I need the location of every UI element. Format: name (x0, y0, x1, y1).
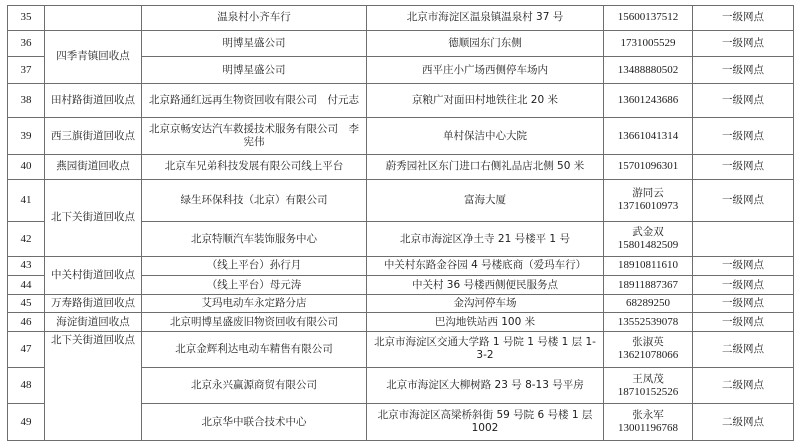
area-cell: 西三旗街道回收点 (45, 118, 142, 154)
row-number: 41 (8, 179, 45, 222)
address-cell: 北京市海淀区温泉镇温泉村 37 号 (367, 6, 604, 31)
contact-name: 游同云 (632, 187, 664, 200)
org-cell: 北京明博星盛废旧物资回收有限公司 (142, 313, 367, 331)
area-cell: 海淀街道回收点 (45, 313, 142, 331)
address-cell: 北京市海淀区高梁桥斜街 59 号院 6 号楼 1 层 1002 (367, 404, 604, 441)
level-cell: 一级网点 (693, 295, 794, 313)
org-cell: 明博星盛公司 (142, 57, 367, 84)
contact-phone: 13001196768 (617, 422, 679, 435)
address-cell: 北京市海淀区交通大学路 1 号院 1 号楼 1 层 1-3-2 (367, 331, 604, 367)
org-cell: 绿生环保科技（北京）有限公司 (142, 179, 367, 222)
contact-name: 武金双 (632, 226, 664, 239)
org-cell: 北京永兴赢源商贸有限公司 (142, 368, 367, 404)
level-cell: 一级网点 (693, 154, 794, 179)
area-cell (45, 6, 142, 31)
phone-cell: 68289250 (604, 295, 693, 313)
address-cell: 京粮广对面田村地铁往北 20 米 (367, 84, 604, 118)
level-cell: 一级网点 (693, 275, 794, 294)
address-cell: 金沟河停车场 (367, 295, 604, 313)
row-number: 49 (8, 404, 45, 441)
org-cell: 艾玛电动车永定路分店 (142, 295, 367, 313)
table-row (8, 118, 794, 154)
row-number: 39 (8, 118, 45, 154)
address-cell: 中关村东路金谷园 4 号楼底商（爱玛车行） (367, 256, 604, 275)
row-number: 42 (8, 222, 45, 256)
table-row (8, 295, 794, 313)
phone-cell: 13552539078 (604, 313, 693, 331)
org-cell: 北京京畅安达汽车救援技术服务有限公司 李宪伟 (142, 118, 367, 154)
phone-cell: 13601243686 (604, 84, 693, 118)
row-number: 37 (8, 57, 45, 84)
org-cell: 北京华中联合技术中心 (142, 404, 367, 441)
table-row (8, 6, 794, 31)
level-cell (693, 222, 794, 256)
phone-cell: 15701096301 (604, 154, 693, 179)
phone-cell: 13488880502 (604, 57, 693, 84)
level-cell: 一级网点 (693, 256, 794, 275)
row-number: 44 (8, 275, 45, 294)
row-number: 48 (8, 368, 45, 404)
table-row (8, 313, 794, 331)
address-cell: 中关村 36 号楼西侧便民服务点 (367, 275, 604, 294)
row-number: 46 (8, 313, 45, 331)
phone-cell: 1731005529 (604, 30, 693, 57)
row-number: 36 (8, 30, 45, 57)
level-cell: 一级网点 (693, 118, 794, 154)
contact-phone: 15801482509 (617, 239, 679, 252)
table-row (8, 154, 794, 179)
row-number: 47 (8, 331, 45, 367)
address-cell: 富海大厦 (367, 179, 604, 222)
contact-cell (604, 222, 693, 256)
address-cell: 北京市海淀区净土寺 21 号楼平 1 号 (367, 222, 604, 256)
address-cell: 蔚秀园社区东门进口右侧礼品店北侧 50 米 (367, 154, 604, 179)
address-cell: 西平庄小广场西侧停车场内 (367, 57, 604, 84)
contact-cell (604, 179, 693, 222)
org-cell: 北京金辉利达电动车精售有限公司 (142, 331, 367, 367)
level-cell: 一级网点 (693, 179, 794, 222)
area-cell: 燕园街道回收点 (45, 154, 142, 179)
contact-name: 张淑英 (632, 336, 664, 349)
row-number: 45 (8, 295, 45, 313)
phone-cell: 13661041314 (604, 118, 693, 154)
org-cell: 温泉村小齐车行 (142, 6, 367, 31)
phone-cell: 18910811610 (604, 256, 693, 275)
contact-phone: 18710152526 (617, 385, 679, 398)
org-cell: 北京路通红远再生物资回收有限公司 付元志 (142, 84, 367, 118)
table-row (8, 331, 794, 367)
level-cell: 二级网点 (693, 404, 794, 441)
area-cell: 中关村街道回收点 (45, 256, 142, 295)
phone-cell: 15600137512 (604, 6, 693, 31)
area-cell: 北下关街道回收点 (45, 331, 142, 440)
address-cell: 单村保洁中心大院 (367, 118, 604, 154)
row-number: 43 (8, 256, 45, 275)
level-cell: 一级网点 (693, 57, 794, 84)
area-cell: 万寿路街道回收点 (45, 295, 142, 313)
table-row (8, 30, 794, 57)
org-cell: （线上平台）孙行月 (142, 256, 367, 275)
contact-phone: 13716010973 (617, 200, 679, 213)
org-cell: 北京特顺汽车装饰服务中心 (142, 222, 367, 256)
contact-name: 王凤茂 (632, 372, 664, 385)
contact-cell (604, 331, 693, 367)
area-cell: 四季青镇回收点 (45, 30, 142, 84)
address-cell: 德顺园东门东侧 (367, 30, 604, 57)
row-number: 38 (8, 84, 45, 118)
level-cell: 一级网点 (693, 6, 794, 31)
address-cell: 巴沟地铁站西 100 米 (367, 313, 604, 331)
contact-cell (604, 404, 693, 441)
row-number: 35 (8, 6, 45, 31)
level-cell: 一级网点 (693, 30, 794, 57)
contact-name: 张永军 (632, 409, 664, 422)
org-cell: 北京车兄弟科技发展有限公司线上平台 (142, 154, 367, 179)
contact-cell (604, 368, 693, 404)
row-number: 40 (8, 154, 45, 179)
recycling-points-table (7, 5, 794, 441)
level-cell: 二级网点 (693, 368, 794, 404)
phone-cell: 18911887367 (604, 275, 693, 294)
org-cell: 明博星盛公司 (142, 30, 367, 57)
address-cell: 北京市海淀区大柳树路 23 号 8-13 号平房 (367, 368, 604, 404)
area-cell: 田村路街道回收点 (45, 84, 142, 118)
table-row (8, 84, 794, 118)
level-cell: 一级网点 (693, 313, 794, 331)
org-cell: （线上平台）母元涛 (142, 275, 367, 294)
contact-phone: 13621078066 (617, 349, 679, 362)
table-row (8, 179, 794, 222)
area-cell: 北下关街道回收点 (45, 179, 142, 256)
level-cell: 一级网点 (693, 84, 794, 118)
table-row (8, 256, 794, 275)
level-cell: 二级网点 (693, 331, 794, 367)
